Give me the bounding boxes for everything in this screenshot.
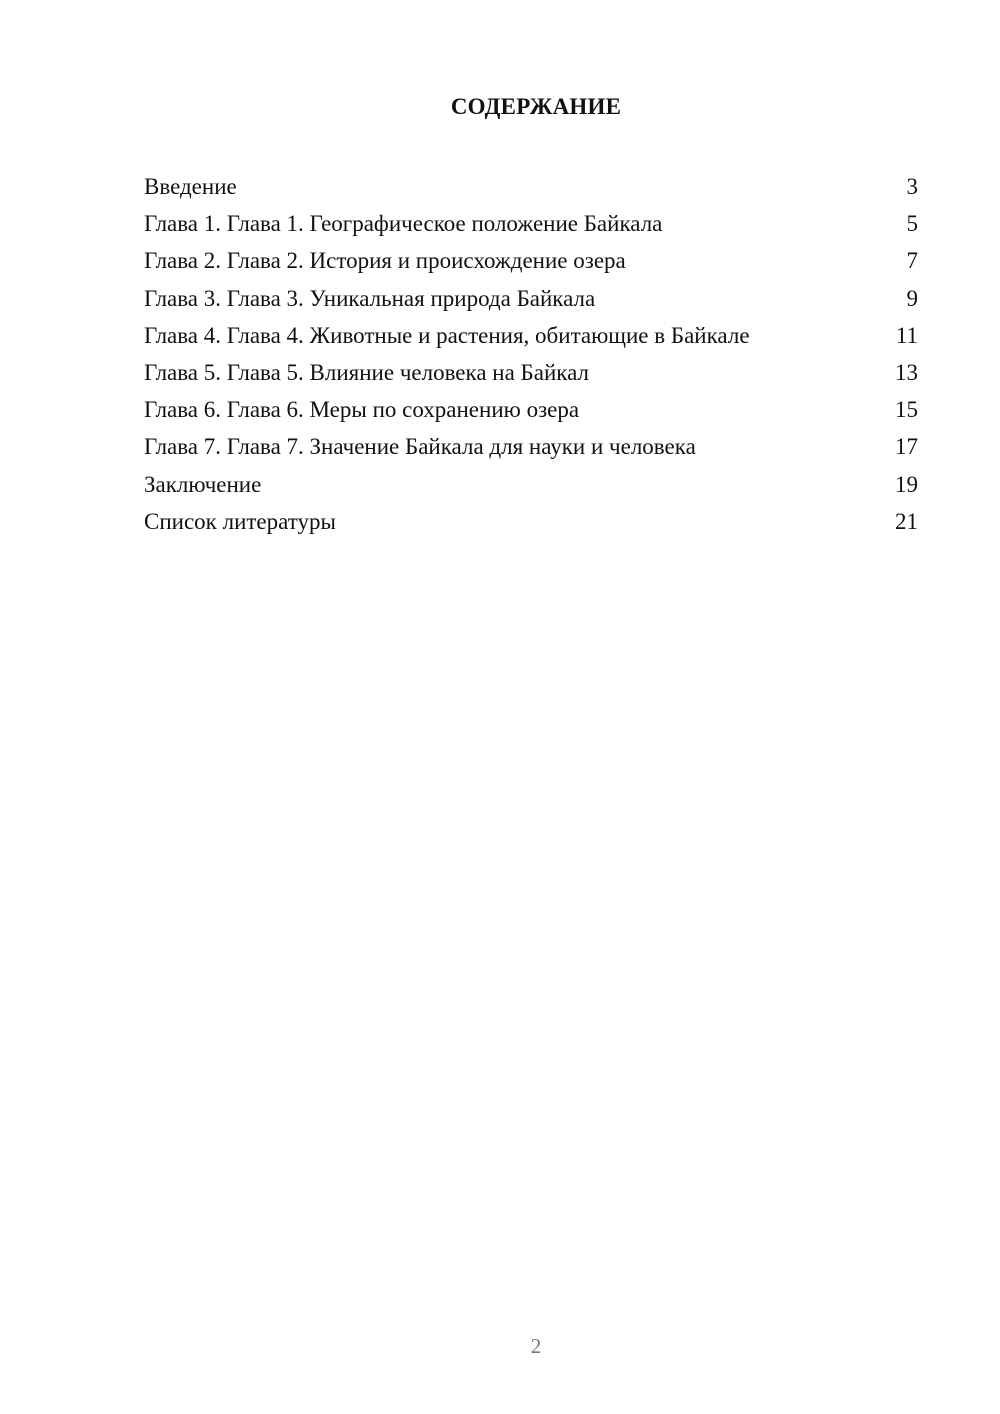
table-of-contents xyxy=(144,168,918,540)
toc-entry-introduction xyxy=(144,168,918,205)
toc-entry-label: Глава 5. Глава 5. Влияние человека на Байкал xyxy=(144,359,589,385)
toc-entry-chapter-5 xyxy=(144,354,918,391)
toc-entry-page: 9 xyxy=(906,285,918,311)
toc-entry-page: 7 xyxy=(906,248,918,274)
toc-entry-label: Глава 2. Глава 2. История и происхождение озера xyxy=(144,248,626,274)
toc-entry-label: Заключение xyxy=(144,471,262,497)
toc-entry-chapter-6 xyxy=(144,391,918,428)
toc-entry-label: Глава 6. Глава 6. Меры по сохранению озера xyxy=(144,397,580,423)
toc-entry-label: Глава 4. Глава 4. Животные и растения, обитающие в Байкале xyxy=(144,322,750,348)
toc-entry-references xyxy=(144,503,918,540)
toc-entry-page: 21 xyxy=(895,508,918,534)
toc-entry-chapter-7 xyxy=(144,428,918,465)
toc-entry-page: 19 xyxy=(895,471,918,497)
toc-entry-page: 13 xyxy=(895,359,918,385)
toc-entry-page: 3 xyxy=(906,174,918,199)
toc-entry-page: 17 xyxy=(895,434,918,460)
toc-entry-label: Глава 1. Глава 1. Географическое положение Байкала xyxy=(144,211,663,237)
toc-entry-chapter-3 xyxy=(144,280,918,317)
toc-entry-chapter-1 xyxy=(144,205,918,242)
toc-entry-chapter-2 xyxy=(144,242,918,279)
toc-entry-chapter-4 xyxy=(144,317,918,354)
toc-entry-label: Глава 3. Глава 3. Уникальная природа Байкала xyxy=(144,285,596,311)
toc-entry-conclusion xyxy=(144,466,918,503)
toc-entry-page: 5 xyxy=(906,211,918,237)
toc-entry-label: Глава 7. Глава 7. Значение Байкала для науки и человека xyxy=(144,434,696,460)
toc-entry-page: 11 xyxy=(895,322,918,348)
toc-entry-label: Список литературы xyxy=(144,508,336,534)
toc-entry-label: Введение xyxy=(144,174,237,199)
page-title: СОДЕРЖАНИЕ xyxy=(450,94,622,119)
page-number: 2 xyxy=(530,1334,542,1358)
toc-entry-page: 15 xyxy=(895,397,918,423)
